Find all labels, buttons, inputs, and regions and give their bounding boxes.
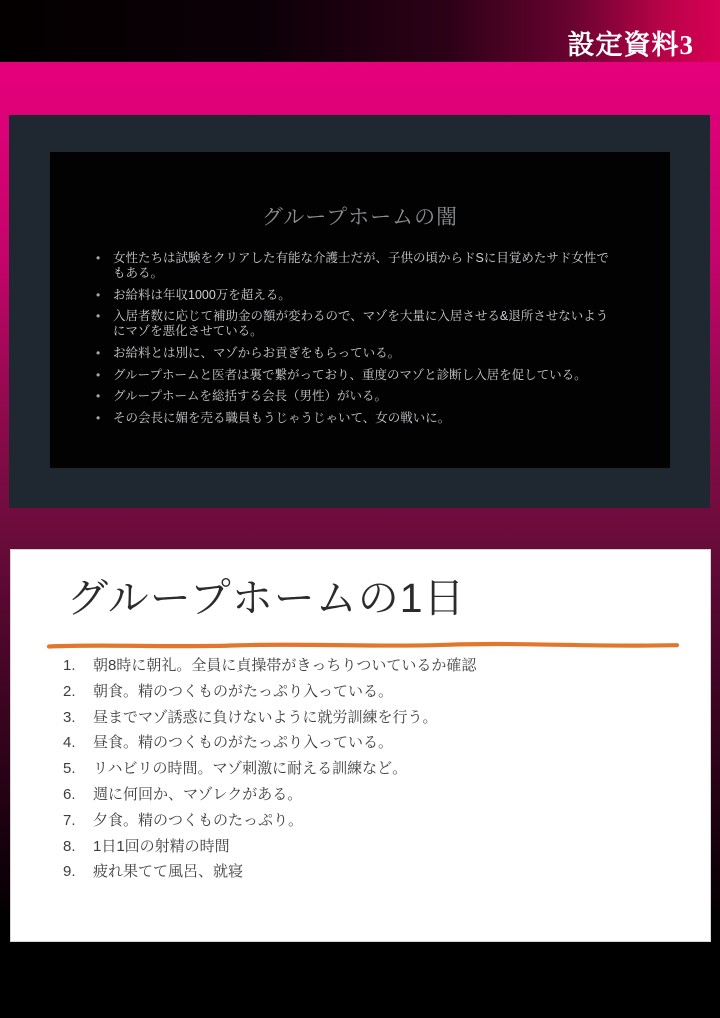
top-banner	[0, 0, 720, 62]
item-text: 昼食。精のつくものがたっぷり入っている。	[93, 734, 394, 752]
list-item	[63, 705, 683, 731]
list-item	[63, 653, 683, 679]
item-text: 1日1回の射精の時間	[93, 837, 230, 855]
bullet-item	[96, 368, 618, 383]
bullet-icon: •	[96, 389, 101, 404]
bullet-icon: •	[96, 345, 101, 360]
item-number: 5.	[63, 760, 76, 778]
bullet-text: グループホームを総括する会長（男性）がいる。	[113, 389, 388, 404]
item-number: 2.	[63, 682, 76, 700]
list-item	[63, 808, 683, 834]
item-text: 朝食。精のつくものがたっぷり入っている。	[93, 682, 394, 700]
list-item	[63, 834, 683, 860]
bullet-icon: •	[96, 309, 101, 324]
bullet-item	[96, 411, 618, 426]
bullet-item	[96, 389, 618, 404]
bullet-text: 女性たちは試験をクリアした有能な介護士だが、子供の頃からドSに目覚めたサド女性でもある。	[113, 251, 609, 280]
bullet-text: お給料は年収1000万を超える。	[113, 287, 291, 302]
item-text: 疲れ果てて風呂、就寝	[93, 863, 244, 881]
slide-dark-title: グループホームの闇	[261, 206, 459, 229]
slide-dark-bullet-list	[96, 251, 636, 433]
bullet-item	[96, 309, 618, 339]
daily-schedule-list	[63, 653, 683, 885]
item-number: 7.	[63, 811, 76, 829]
bullet-text: 入居者数に応じて補助金の額が変わるので、マゾを大量に入居させる&退所させないようにマゾを悪化させている。	[113, 309, 609, 338]
item-number: 8.	[63, 837, 76, 855]
item-number: 6.	[63, 785, 76, 803]
bullet-item	[96, 288, 618, 303]
bullet-text: お給料とは別に、マゾからお貢ぎをもらっている。	[113, 345, 401, 360]
bullet-text: その会長に媚を売る職員もうじゃうじゃいて、女の戦いに。	[113, 411, 451, 425]
document-series-label: 設定資料3	[567, 30, 694, 60]
bullet-item	[96, 251, 618, 281]
item-number: 4.	[63, 734, 76, 752]
list-item	[63, 730, 683, 756]
hand-drawn-underline	[47, 641, 679, 651]
bullet-item	[96, 346, 618, 361]
slide-light-title: グループホームの1日	[67, 575, 466, 621]
list-item	[63, 679, 683, 705]
item-text: リハビリの時間。マゾ刺激に耐える訓練など。	[93, 760, 408, 778]
item-number: 9.	[63, 863, 76, 881]
list-item	[63, 782, 683, 808]
bullet-icon: •	[96, 287, 101, 302]
item-number: 3.	[63, 708, 76, 726]
bullet-text: グループホームと医者は裏で繋がっており、重度のマゾと診断し入居を促している。	[113, 367, 587, 382]
item-text: 朝8時に朝礼。全員に貞操帯がきっちりついているか確認	[93, 657, 477, 674]
slide-group-home-day	[10, 549, 711, 942]
bullet-icon: •	[96, 251, 101, 265]
bullet-icon: •	[96, 411, 101, 425]
item-text: 週に何回か、マゾレクがある。	[93, 785, 303, 803]
slide-dark-content-panel	[50, 152, 670, 468]
list-item	[63, 859, 683, 885]
bullet-icon: •	[96, 367, 101, 382]
slide-group-home-dark	[9, 115, 710, 508]
list-item	[63, 756, 683, 782]
item-text: 昼までマゾ誘惑に負けないように就労訓練を行う。	[93, 708, 438, 726]
item-text: 夕食。精のつくものたっぷり。	[93, 811, 304, 829]
item-number: 1.	[63, 657, 76, 674]
